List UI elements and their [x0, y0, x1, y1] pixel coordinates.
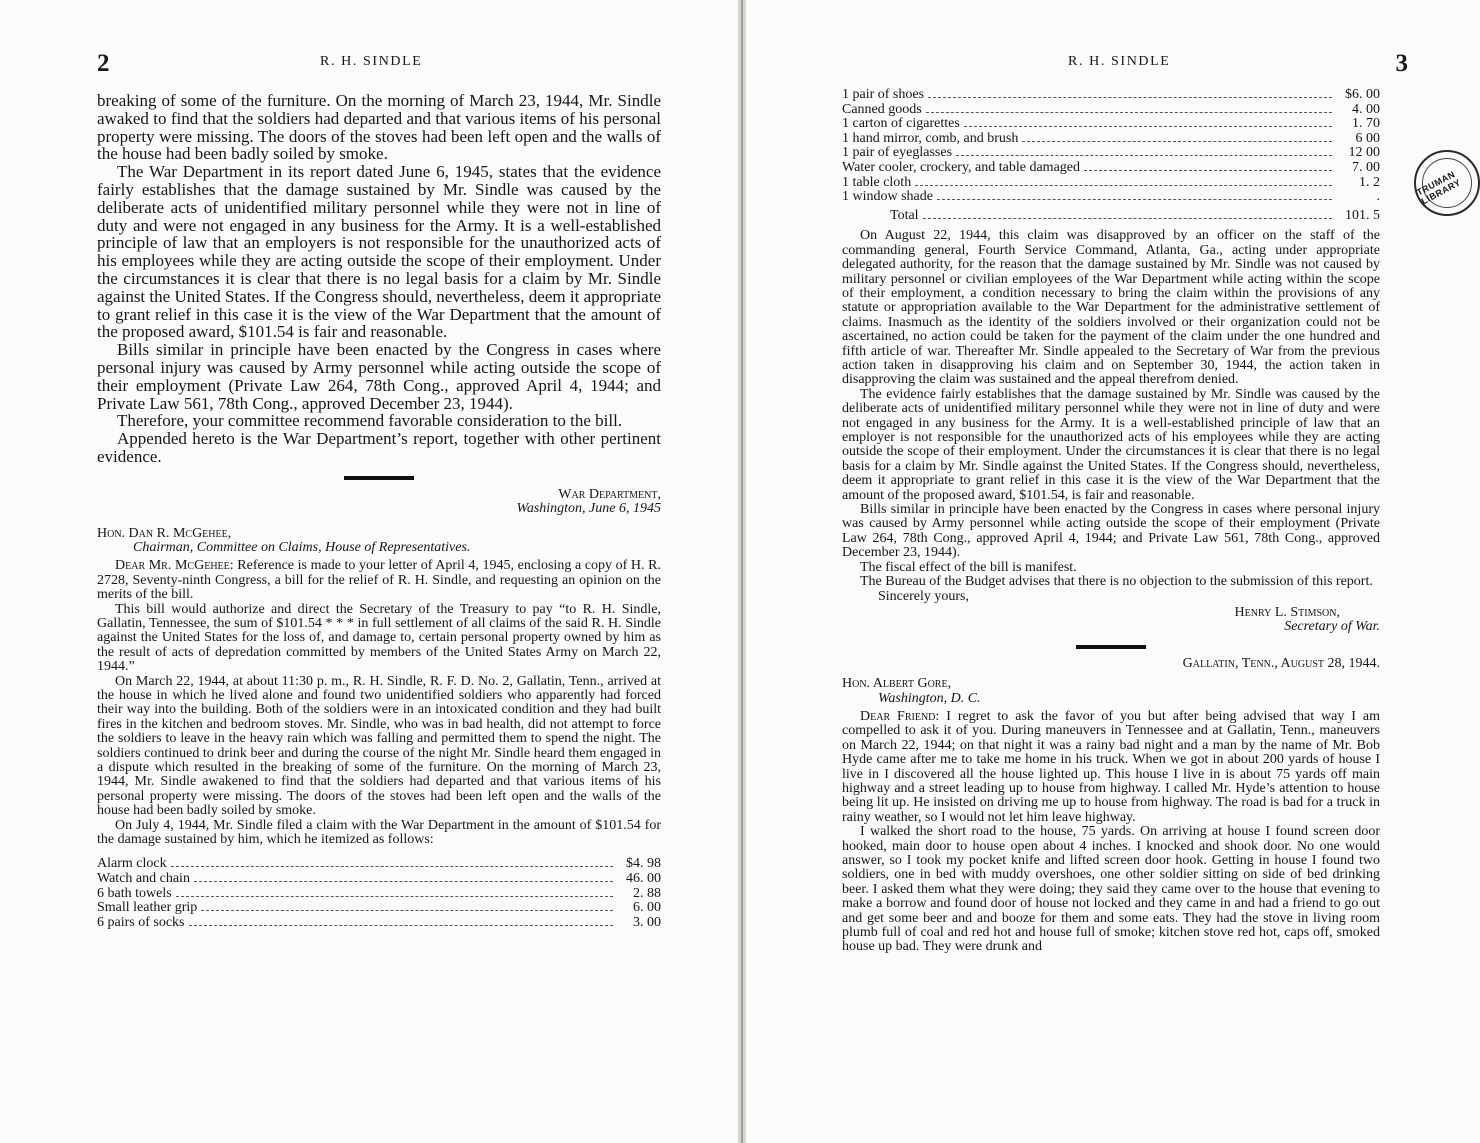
- letter-dateline: Gallatin, Tenn., August 28, 1944.: [1182, 655, 1380, 671]
- addressee-title: Chairman, Committee on Claims, House of Representatives.: [133, 539, 471, 555]
- item-label: 1 carton of cigarettes: [842, 116, 960, 132]
- leader-dots: [964, 126, 1332, 127]
- report-body: [97, 92, 661, 466]
- addressee-name: Hon. Albert Gore,: [842, 676, 952, 692]
- dateline-place-date: Washington, June 6, 1945: [516, 501, 661, 517]
- item-amount: 2. 88: [633, 885, 661, 901]
- item-amount: $4. 98: [626, 856, 661, 872]
- report-paragraph: The War Department in its report dated June 6, 1945, states that the evidence fairly establishes that the damage sustained by Mr. Sindle was caused by the deliberate acts of unidentified military personnel while they were not in line of duty and were not engaged in any business for the Army. It is a well-established principle of law that an employers is not responsible for the unauthorized acts of his employees while they are acting outside the scope of their employment. Under the circumstances it is clear that there is no legal basis for a claim by Mr. Sindle against the United States. If the Congress should, nevertheless, deem it appropriate to grant relief in this case it is the view of the War Department that the amount of the proposed award, $101.54 is fair and reasonable.: [97, 162, 661, 342]
- item-amount: 4. 00: [1352, 101, 1380, 117]
- claim-item: [842, 117, 1380, 132]
- left-column: [97, 92, 661, 930]
- total-label: Total: [890, 207, 919, 223]
- claim-total: [842, 209, 1380, 224]
- item-label: Watch and chain: [97, 871, 190, 887]
- letter-addressee: [97, 527, 661, 556]
- claim-item: [842, 88, 1380, 103]
- signature-title: Secretary of War.: [1284, 619, 1380, 635]
- book-gutter: [738, 0, 746, 1143]
- item-label: Small leather grip: [97, 900, 198, 916]
- item-label: 1 pair of shoes: [842, 87, 925, 102]
- claim-item: [842, 132, 1380, 147]
- left-page: [0, 0, 738, 1143]
- right-page: [746, 0, 1480, 1143]
- leader-dots: [926, 112, 1332, 113]
- item-amount: 6 00: [1355, 130, 1380, 146]
- item-amount: .: [1376, 189, 1380, 205]
- salutation: Dear Friend:: [860, 708, 940, 724]
- signature-name: Henry L. Stimson,: [1234, 604, 1340, 620]
- item-amount: $6. 00: [1345, 87, 1380, 102]
- addressee-place: Washington, D. C.: [878, 690, 981, 706]
- addressee-name: Hon. Dan R. McGehee,: [97, 525, 232, 541]
- item-amount: 6. 00: [633, 900, 661, 916]
- leader-dots: [189, 925, 614, 926]
- item-amount: 12 00: [1348, 145, 1380, 161]
- letter-paragraph: On March 22, 1944, at about 11:30 p. m., R. H. Sindle, R. F. D. No. 2, Gallatin, Tenn., arrived at the house in which he lived alone and found two unidentified soldiers who apparently had forced their way into the building. Both of the soldiers were in an intoxicated condition and they had built fires in the kitchen and bedroom stoves. Mr. Sindle, who was in bad health, did not attempt to force the soldiers to leave in the heavy rain which was falling and permitted them to spend the night. The soldiers continued to drink beer and during the course of the night Mr. Sindle heard them engaged in a dispute which resulted in the breaking of some of the furniture. On the morning of March 23, 1944, Mr. Sindle awakened to find that the soldiers had departed and that various items of his personal property were missing. The doors of the stoves had been left open and the walls of the house had been badly soiled by smoke.: [97, 673, 661, 819]
- section-rule: [1076, 645, 1146, 649]
- war-department-letter: [97, 488, 661, 931]
- item-label: 1 pair of eyeglasses: [842, 145, 953, 161]
- dateline-org: War Department,: [558, 486, 661, 502]
- item-amount: 1. 2: [1359, 174, 1380, 190]
- report-paragraph: Appended hereto is the War Department’s report, together with other pertinent evidence.: [97, 429, 661, 466]
- leader-dots: [915, 185, 1332, 186]
- claim-item: [842, 161, 1380, 176]
- letter-dateline: [97, 488, 661, 517]
- report-paragraph: Bills similar in principle have been enacted by the Congress in cases where personal injury was caused by Army personnel while acting outside the scope of their employment (Private Law 264, 78th Cong., approved April 4, 1944; and Private Law 561, 78th Cong., approved December 23, 1944).: [97, 340, 661, 413]
- item-amount: 7. 00: [1352, 159, 1380, 175]
- report-paragraph: Therefore, your committee recommend favorable consideration to the bill.: [117, 411, 623, 431]
- item-label: 1 table cloth: [842, 174, 912, 190]
- item-amount: 1. 70: [1352, 116, 1380, 132]
- letter-paragraph: On August 22, 1944, this claim was disapproved by an officer on the staff of the commanding general, Fourth Service Command, Atlanta, Ga., acting under appropriate delegated authority, for the reason that the damage sustained by Mr. Sindle was not caused by military personnel or civilian employees of the War Department while acting within the scope of their employment, a condition necessary to bring the claim within the provisions of any statute or appropriation available to the War Department for the administrative settlement of claims. Inasmuch as the identity of the soldiers involved or their organization could not be ascertained, no action could be taken for the payment of the claim under the one hundred and fifth article of war. Thereafter Mr. Sindle appealed to the Secretary of War from the previous action taken in disapproving his claim and on September 30, 1944, the action taken in disapproving the claim was sustained and the appeal therefrom denied.: [842, 228, 1380, 388]
- item-label: 1 hand mirror, comb, and brush: [842, 130, 1019, 146]
- item-amount: 3. 00: [633, 914, 661, 930]
- stamp-text: TRUMAN LIBRARY: [1414, 169, 1463, 207]
- leader-dots: [956, 155, 1332, 156]
- item-label: Canned goods: [842, 101, 922, 117]
- claim-items-list: [842, 88, 1380, 223]
- signature-block: [842, 606, 1380, 635]
- right-column: [842, 88, 1380, 955]
- letter-paragraph: [842, 710, 1380, 825]
- leader-dots: [176, 896, 613, 897]
- item-label: Alarm clock: [97, 856, 167, 872]
- leader-dots: [1022, 141, 1332, 142]
- page-number: 2: [97, 50, 110, 77]
- claim-item: [842, 103, 1380, 118]
- item-amount: 46. 00: [626, 871, 661, 887]
- letter-paragraph: The Bureau of the Budget advises that there is no objection to the submission of this report.: [860, 574, 1373, 590]
- letter-paragraph-text: I regret to ask the favor of you but after being advised that way I am compelled to ask it of you. During maneuvers in Tennessee and at Gallatin, Tenn., maneuvers on March 22, 1944; on that night it was a rainy bad night and a man by the name of Mr. Bob Hyde came after me to take me home in his truck. When we got in about 200 yards of house I live in I discovered all the house lighted up. This house I live in is about 75 yards off main highway and a street leading up to house from highway. I called Mr. Hyde’s attention to house being lit up. He insisted on driving me up to house from highway. The road is bad for a truck in rainy weather, so I would not let him leave highway.: [842, 708, 1380, 825]
- library-stamp: [1414, 150, 1480, 216]
- letter-paragraph: Bills similar in principle have been enacted by the Congress in cases where personal injury was caused by Army personnel while acting outside the scope of their employment (Private Law 264, 78th Cong., approved April 4, 1944; and Private Law 561, 78th Cong., approved December 23, 1944).: [842, 502, 1380, 561]
- claim-item: [97, 916, 661, 931]
- closing: Sincerely yours,: [878, 588, 969, 604]
- running-head: R. H. SINDLE: [1068, 54, 1171, 69]
- letter-paragraph: On July 4, 1944, Mr. Sindle filed a claim with the War Department in the amount of $101.54 for the damage sustained by him, which he itemized as follows:: [97, 817, 661, 848]
- section-rule: [344, 476, 414, 480]
- claim-item: [97, 872, 661, 887]
- claim-item: [97, 857, 661, 872]
- page-number: 3: [1395, 50, 1408, 77]
- leader-dots: [171, 866, 613, 867]
- running-head: R. H. SINDLE: [320, 54, 423, 69]
- letter-paragraph: The evidence fairly establishes that the damage sustained by Mr. Sindle was caused by the deliberate acts of unidentified military personnel while they were not in line of duty and were not engaged in any business for the Army. It is a well-established principle of law that an employer is not responsible for the unauthorized acts of his employees while they are acting outside the scope of their employment. Under the circumstances it is clear that there is no legal basis for a claim by Mr. Sindle against the United States. If the Congress should, nevertheless, deem it appropriate to grant relief in this case it is the view of the War Department that the amount of the proposed award, $101.54, is fair and reasonable.: [842, 386, 1380, 503]
- claim-item: [97, 901, 661, 916]
- leader-dots: [201, 910, 613, 911]
- item-label: 6 pairs of socks: [97, 914, 185, 930]
- claim-items-list: [97, 857, 661, 930]
- letter-addressee: [842, 677, 1380, 706]
- claim-item: [842, 176, 1380, 191]
- item-label: 6 bath towels: [97, 885, 172, 901]
- gore-letter: [842, 657, 1380, 955]
- leader-dots: [937, 199, 1332, 200]
- leader-dots: [928, 97, 1332, 98]
- report-paragraph: breaking of some of the furniture. On the morning of March 23, 1944, Mr. Sindle awaked to find that the soldiers had departed and that various items of his personal property were missing. The doors of the stoves had been left open and the walls of the house had been badly soiled by smoke.: [97, 91, 661, 164]
- letter-paragraph: [97, 559, 661, 602]
- salutation: Dear Mr. McGehee:: [115, 558, 234, 574]
- letter-paragraph: The fiscal effect of the bill is manifest.: [860, 559, 1077, 575]
- letter-paragraph: I walked the short road to the house, 75 yards. On arriving at house I found screen door hooked, main door to house open about 4 inches. I knocked and shook door. No one would answer, so I took my pocket knife and lifted screen door hook. Getting in house I found two soldiers, one in bed with muddy overshoes, one other soldier sitting on side of bed drinking beer. I asked them what they were doing; they said they came over to the house that evening to make a borrow and found door of house not locked and they came in and had a friend to go out and get some beer and and booze for them and some eats. They had the stove in living room plumb full of coal and red hot and house full of smoke; kitchen stove red hot, caps off, smoked house up bad. They were drunk and: [842, 824, 1380, 955]
- claim-item: [842, 190, 1380, 205]
- leader-dots: [194, 881, 613, 882]
- leader-dots: [1084, 170, 1332, 171]
- leader-dots: [923, 218, 1332, 219]
- total-amount: 101. 5: [1345, 207, 1380, 223]
- letter-paragraph: This bill would authorize and direct the Secretary of the Treasury to pay “to R. H. Sindle, Gallatin, Tennessee, the sum of $101.54 * * * in full settlement of all claims of the said R. H. Sindle against the United States for the loss of, and damage to, certain personal property owned by him as the result of acts of depredation committed by members of the United States Army on March 22, 1944.”: [97, 601, 661, 675]
- claim-item: [97, 887, 661, 902]
- letter-paragraph-text: Reference is made to your letter of April 4, 1945, enclosing a copy of H. R. 2728, Seventy-ninth Congress, a bill for the relief of R. H. Sindle, and requesting an opinion on the merits of the bill.: [97, 558, 661, 603]
- item-label: 1 window shade: [842, 189, 933, 205]
- letter-continuation: [842, 229, 1380, 604]
- claim-item: [842, 146, 1380, 161]
- item-label: Water cooler, crockery, and table damaged: [842, 159, 1080, 175]
